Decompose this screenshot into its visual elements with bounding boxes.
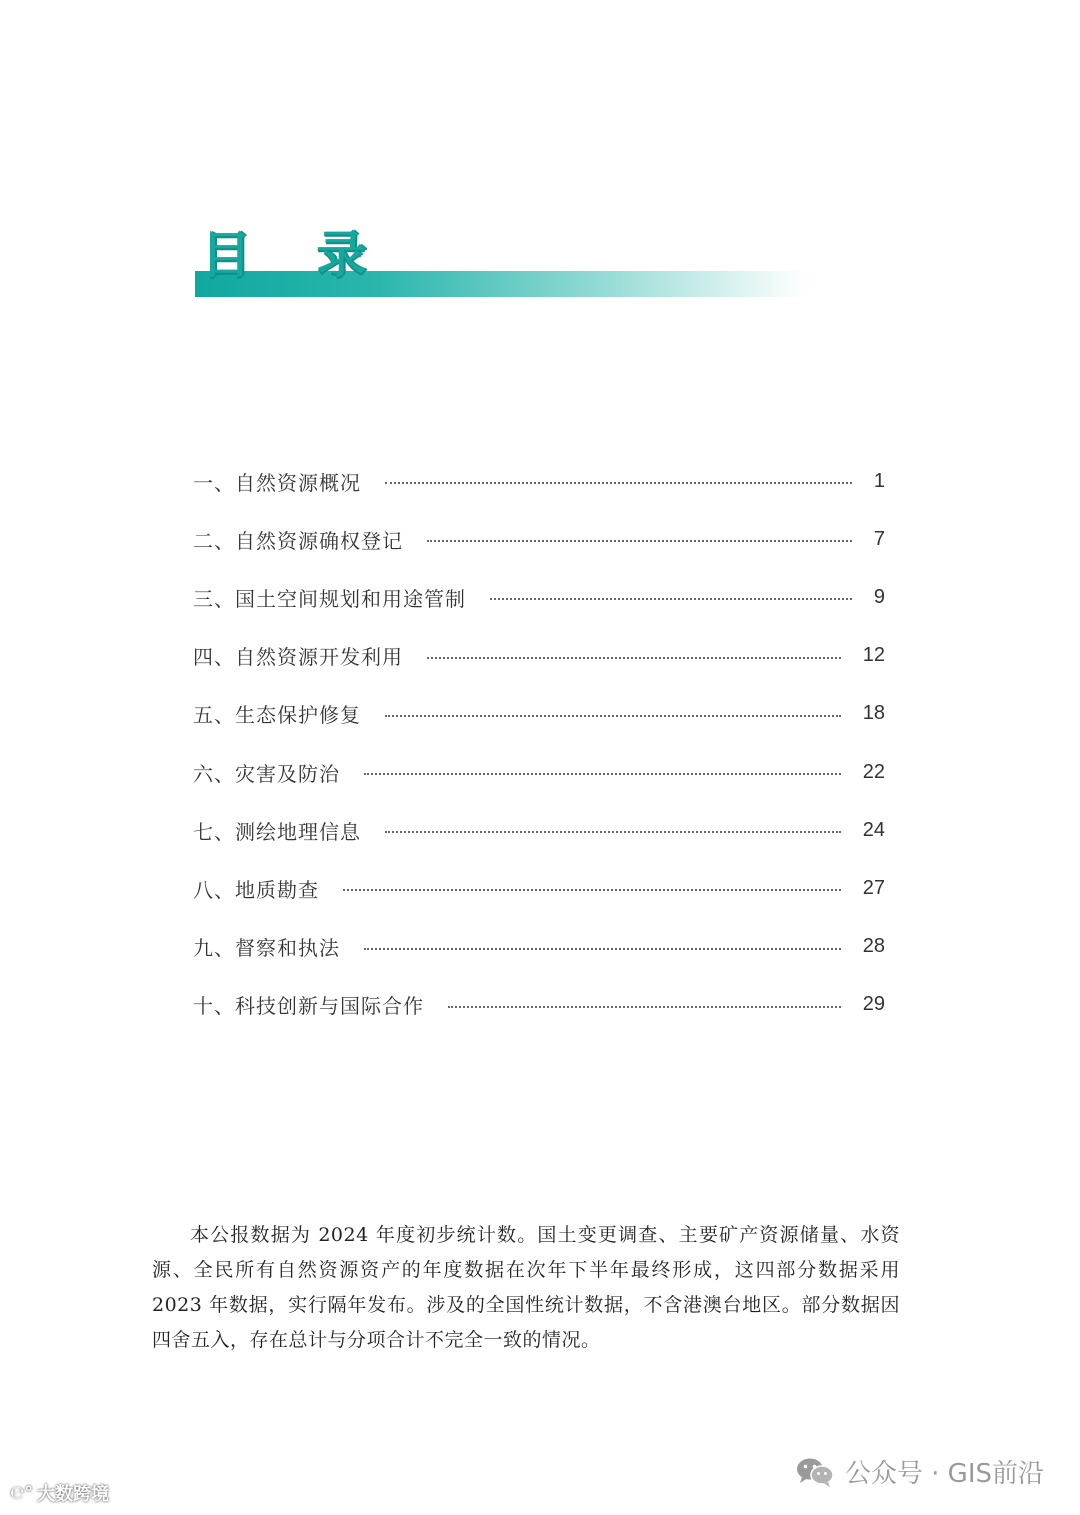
toc-entry-page: 18 — [862, 702, 885, 725]
toc-entry[interactable] — [193, 627, 885, 685]
toc-dot-leader — [427, 657, 841, 659]
toc-entry-page: 24 — [862, 818, 885, 841]
toc-entry-label: 一、自然资源概况 — [193, 470, 361, 495]
toc-entry-label: 十、科技创新与国际合作 — [193, 994, 424, 1019]
table-of-contents — [193, 452, 885, 1034]
toc-entry[interactable] — [193, 801, 885, 859]
toc-entry-page: 1 — [873, 469, 885, 492]
toc-entry[interactable] — [193, 568, 885, 626]
watermark-right-text: 公众号 · GIS前沿 — [844, 1459, 1044, 1489]
toc-dot-leader — [385, 482, 852, 484]
watermark-right — [795, 1453, 1044, 1490]
toc-dot-leader — [364, 773, 841, 775]
toc-dot-leader — [364, 948, 841, 950]
toc-entry-page: 28 — [862, 935, 885, 958]
toc-entry[interactable] — [193, 685, 885, 743]
toc-entry-label: 四、自然资源开发利用 — [193, 645, 403, 670]
toc-entry-label: 三、国土空间规划和用途管制 — [193, 586, 466, 611]
toc-entry-page: 7 — [873, 527, 885, 550]
watermark-left-text: 大数跨境 — [37, 1484, 110, 1505]
toc-entry[interactable] — [193, 859, 885, 917]
toc-entry[interactable] — [193, 976, 885, 1034]
watermark-left — [10, 1480, 109, 1506]
toc-dot-leader — [427, 540, 852, 542]
toc-dot-leader — [448, 1006, 841, 1008]
logo-icon: ℮° — [10, 1483, 34, 1503]
data-note-paragraph: 本公报数据为 2024 年度初步统计数。国土变更调查、主要矿产资源储量、水资源、全民所有自然资源资产的年度数据在次年下半年最终形成，这四部分数据采用 2023 年数据，实行隔年发布。涉及的全国性统计数据，不含港澳台地区。部分数据因四舍五入，存在总计与分项合计不完全一致的情况。 — [152, 1224, 900, 1351]
toc-entry-page: 22 — [862, 760, 885, 783]
toc-dot-leader — [343, 889, 841, 891]
toc-entry-label: 九、督察和执法 — [193, 936, 340, 961]
toc-entry-page: 29 — [862, 993, 885, 1016]
toc-dot-leader — [385, 715, 841, 717]
toc-entry[interactable] — [193, 510, 885, 568]
toc-entry-label: 六、灾害及防治 — [193, 761, 340, 786]
toc-dot-leader — [385, 831, 841, 833]
toc-entry-label: 五、生态保护修复 — [193, 703, 361, 728]
toc-entry[interactable] — [193, 743, 885, 801]
toc-title-block — [195, 225, 805, 300]
toc-dot-leader — [490, 598, 852, 600]
page-title: 目 录 — [201, 226, 391, 284]
toc-entry[interactable] — [193, 918, 885, 976]
wechat-icon — [795, 1456, 835, 1488]
toc-entry-label: 七、测绘地理信息 — [193, 819, 361, 844]
toc-entry-page: 27 — [862, 876, 885, 899]
toc-entry-label: 八、地质勘查 — [193, 877, 319, 902]
toc-entry-page: 9 — [873, 585, 885, 608]
toc-entry-label: 二、自然资源确权登记 — [193, 528, 403, 553]
toc-entry[interactable] — [193, 452, 885, 510]
toc-entry-page: 12 — [862, 644, 885, 667]
